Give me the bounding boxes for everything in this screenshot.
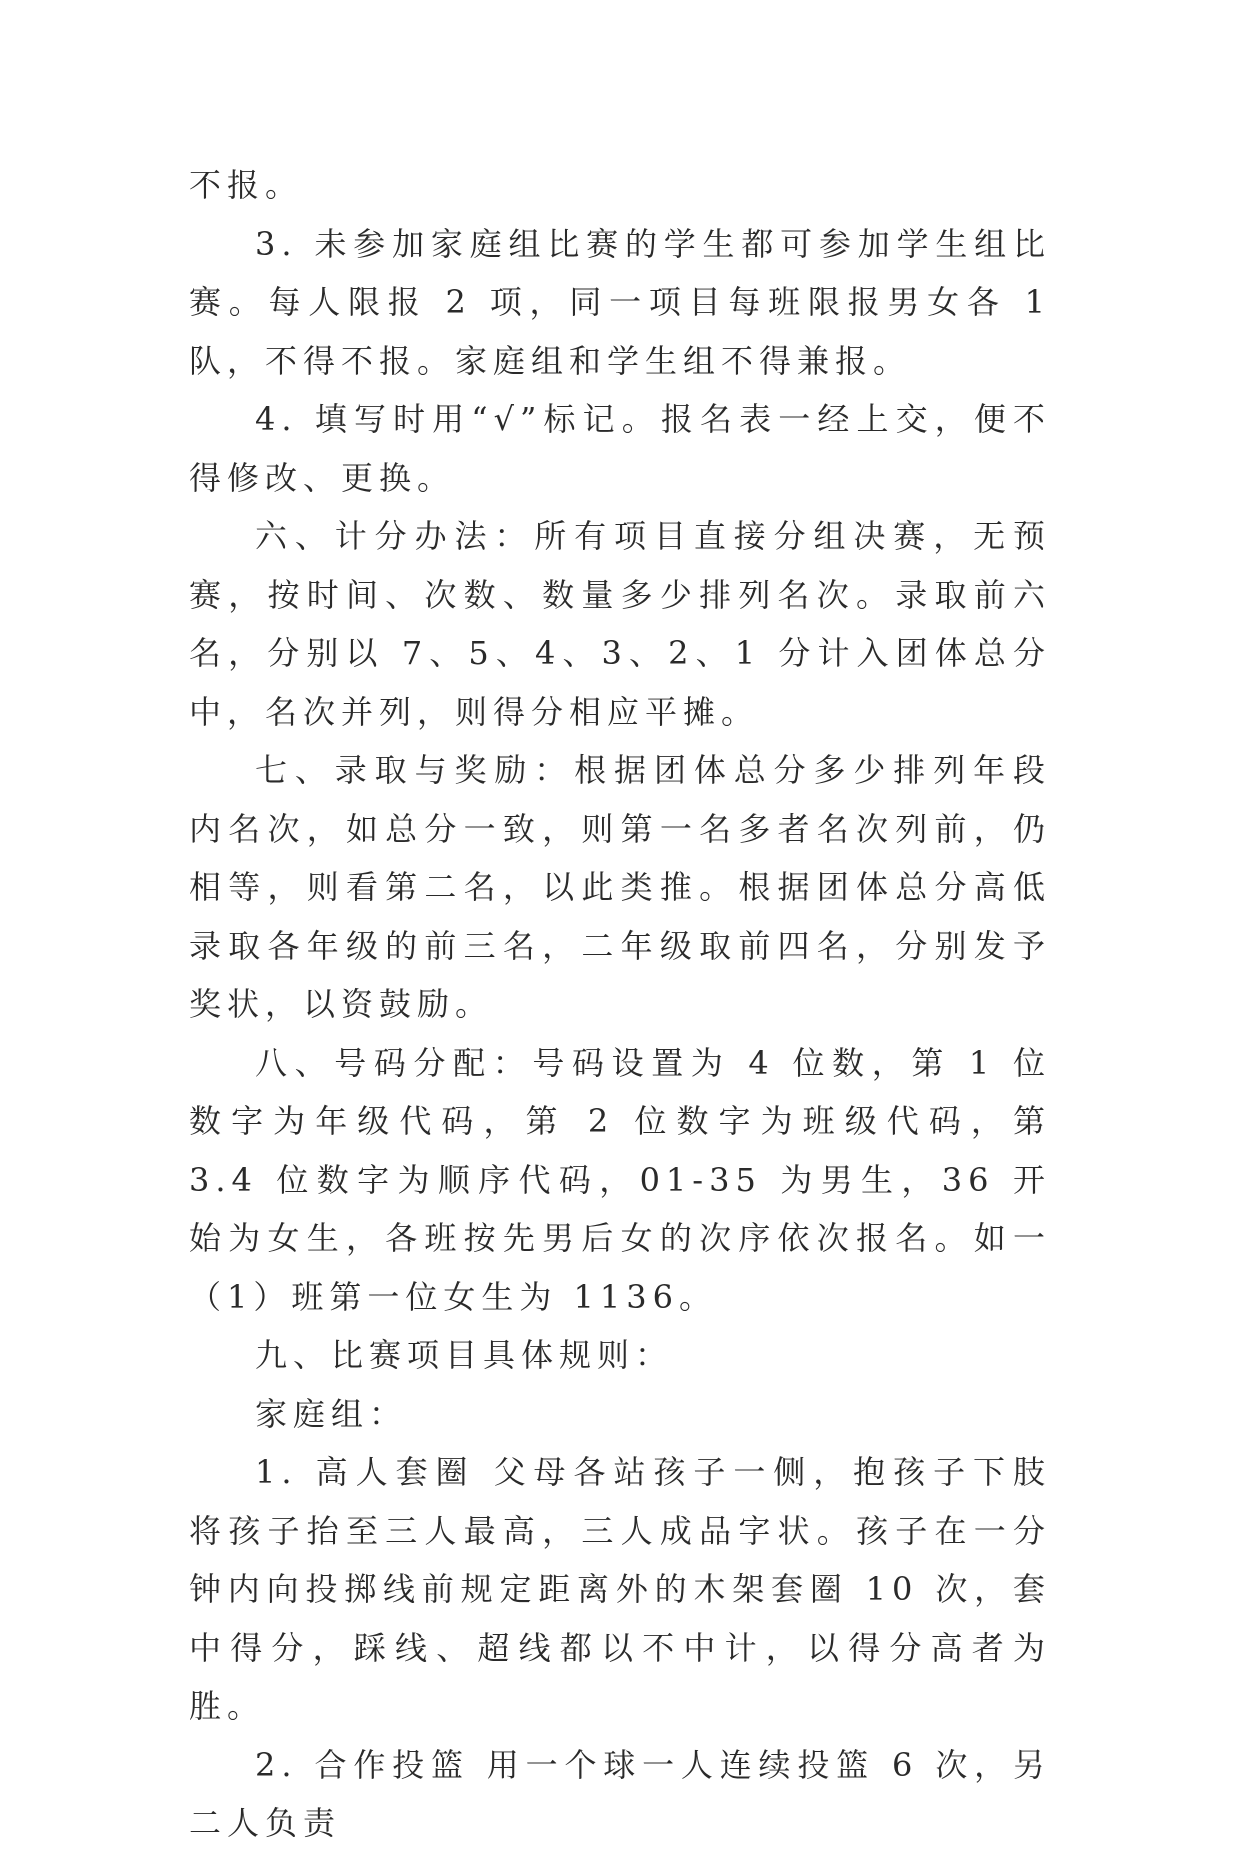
paragraph-event-team-shooting: 2. 合作投篮 用一个球一人连续投篮 6 次，另二人负责 <box>189 1745 1051 1842</box>
paragraph-event-ring-toss: 1. 高人套圈 父母各站孩子一侧，抱孩子下肢将孩子抬至三人最高，三人成品字状。孩子在一分钟内向投掷线前规定距离外的木架套圈 10 次，套中得分，踩线、超线都以不中计，以得分高者为胜。 <box>189 1453 1051 1725</box>
paragraph-number-assignment: 八、号码分配：号码设置为 4 位数，第 1 位数字为年级代码，第 2 位数字为班级代码，第 3.4 位数字为顺序代码，01-35 为男生，36 开始为女生，各班按先男后女的次序依次报名。如一（1）班第一位女生为 1136。 <box>189 1043 1051 1316</box>
paragraph-rule-4: 4. 填写时用“√”标记。报名表一经上交，便不得修改、更换。 <box>189 400 1051 497</box>
document-body <box>189 156 1051 1853</box>
paragraph-rule-3: 3. 未参加家庭组比赛的学生都可参加学生组比赛。每人限报 2 项，同一项目每班限报男女各 1 队，不得不报。家庭组和学生组不得兼报。 <box>189 224 1051 380</box>
section-heading-rules: 九、比赛项目具体规则： <box>255 1336 674 1374</box>
paragraph-scoring-method: 六、计分办法：所有项目直接分组决赛，无预赛，按时间、次数、数量多少排列名次。录取前六名，分别以 7、5、4、3、2、1 分计入团体总分中，名次并列，则得分相应平摊。 <box>189 517 1051 731</box>
paragraph-continuation: 不报。 <box>189 166 304 204</box>
subheading-family-group: 家庭组： <box>255 1394 408 1433</box>
paragraph-awards: 七、录取与奖励：根据团体总分多少排列年段内名次，如总分一致，则第一名多者名次列前，仍相等，则看第二名，以此类推。根据团体总分高低录取各年级的前三名，二年级取前四名，分别发予奖状，以资鼓励。 <box>189 751 1051 1023</box>
